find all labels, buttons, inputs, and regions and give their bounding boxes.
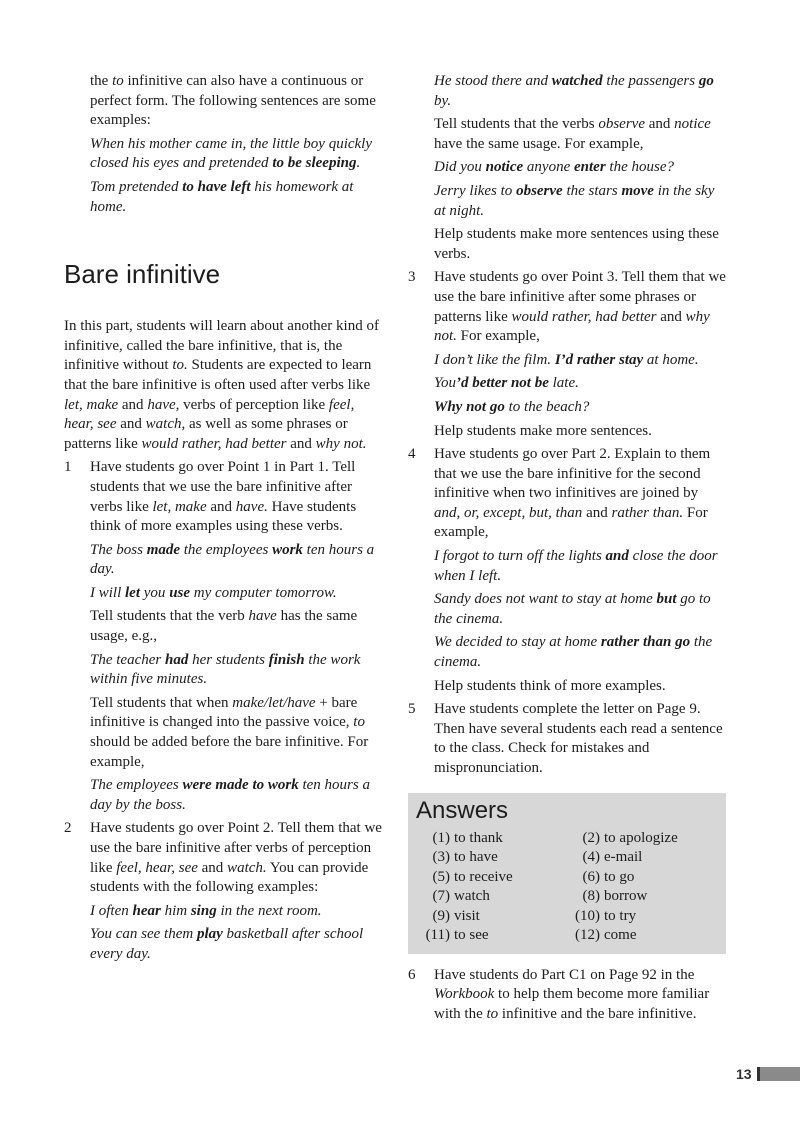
text-run: the passengers [602, 73, 699, 89]
text-run: Tell students that when [90, 694, 233, 711]
example-sentence [90, 135, 384, 174]
answer-item [416, 887, 566, 907]
answer-number: (10) [575, 907, 600, 924]
text-run: We decided to stay at home [434, 634, 601, 651]
text-run: Have students complete the letter on Page 9. Then have several students each read a sentence to the class. Check for mistakes and mispronunciation. [434, 701, 723, 776]
example-sentence [90, 178, 384, 217]
text-run: to be sleeping [272, 155, 357, 172]
text-run: the cinema. [434, 634, 713, 671]
text-run: You can see them [90, 926, 197, 943]
text-run: the employees [180, 541, 273, 558]
example-sentence [434, 590, 726, 629]
instruction-paragraph [434, 700, 726, 778]
text-run: notice [485, 159, 524, 176]
answer-item [566, 907, 716, 927]
instruction-paragraph [434, 966, 726, 1025]
answer-text: e-mail [604, 849, 643, 866]
text-run: and [116, 416, 146, 433]
text-run: and [656, 308, 686, 325]
instruction-paragraph [434, 225, 726, 264]
example-sentence [90, 902, 384, 922]
text-run: move [621, 182, 654, 199]
answer-text: watch [454, 888, 490, 905]
text-run: For example, [456, 328, 540, 345]
text-run: and [582, 504, 612, 521]
item-number: 3 [408, 269, 416, 286]
instruction-paragraph [434, 268, 726, 346]
answer-item [416, 926, 566, 946]
text-run: Have students go over Point 1 in Part 1. Tell students that we use the bare infinitive after verbs like [90, 459, 356, 515]
numbered-item [64, 458, 384, 815]
numbered-item [64, 819, 384, 964]
example-sentence [434, 72, 726, 111]
text-run: Sandy does not want to stay at home [434, 591, 657, 608]
text-run: notice [674, 116, 711, 133]
right-column [408, 72, 726, 1028]
text-run: and [645, 116, 675, 133]
text-run: The teacher [90, 651, 165, 668]
text-run: enter [574, 159, 606, 176]
answer-text: to have [454, 849, 498, 866]
text-run: should be added before the bare infinitive. For example, [90, 734, 369, 770]
text-run: Help students make more sentences. [434, 422, 652, 439]
example-sentence [434, 547, 726, 586]
example-sentence [434, 182, 726, 221]
text-run: ten hours a day. [90, 541, 375, 578]
text-run: sing [190, 902, 217, 919]
text-run: would rather, had better [511, 308, 657, 325]
instruction-paragraph [434, 115, 726, 154]
text-run: go [698, 73, 714, 89]
text-run: Tell students that the verbs [434, 116, 599, 133]
text-run: the work within five minutes. [90, 651, 361, 688]
page-number-bar [760, 1067, 800, 1081]
text-run: feel, hear, see [64, 396, 355, 433]
example-sentence [434, 633, 726, 672]
text-run: Help students make more sentences using these verbs. [434, 226, 719, 262]
answer-number: (11) [425, 927, 450, 944]
text-run: play [196, 926, 223, 943]
text-run: Jerry likes to [434, 182, 517, 199]
text-run: you [140, 584, 170, 601]
text-run: hear [132, 902, 161, 919]
text-run: When his mother came in, the little boy quickly closed his eyes and pretended [90, 135, 373, 172]
text-run: Tell students that the verb [90, 608, 249, 625]
text-run: Help students think of more examples. [434, 677, 666, 694]
numbered-item [408, 966, 726, 1025]
text-run: has the same usage, e.g., [90, 608, 358, 645]
text-run: You can provide students with the following examples: [90, 859, 369, 896]
instruction-paragraph [90, 607, 384, 646]
example-sentence [90, 541, 384, 580]
text-run: infinitive can also have a continuous or perfect form. The following sentences are some examples: [90, 73, 376, 129]
text-run: In this part, students will learn about another kind of infinitive, called the bare infinitive, that is, the infinitive without [64, 318, 379, 374]
text-run: by. [434, 92, 452, 109]
answer-number: (2) [582, 829, 600, 846]
numbered-item [408, 445, 726, 696]
text-run: have, [147, 396, 180, 413]
text-run: The boss [90, 541, 147, 558]
text-run: I will [90, 584, 126, 601]
right-items [408, 268, 726, 778]
example-sentence [434, 374, 726, 394]
text-run: verbs of perception like [179, 396, 329, 413]
item-number: 2 [64, 820, 72, 837]
text-run: her students [188, 651, 269, 668]
instruction-paragraph [434, 445, 726, 543]
numbered-item [408, 268, 726, 441]
answer-text: to go [604, 868, 635, 885]
text-run: observe [516, 182, 563, 199]
text-run: to. [172, 357, 188, 374]
answer-text: to apologize [604, 829, 678, 846]
text-run: rather than go [600, 634, 691, 651]
text-run: Have students go over Part 2. Explain to them that we use the bare infinitive for the second infinitive when two infinitives are joined by [434, 446, 711, 502]
text-run: let, make [64, 396, 119, 413]
instruction-paragraph [90, 694, 384, 772]
text-run: infinitive and the bare infinitive. [498, 1005, 697, 1022]
text-run: ten hours a day by the boss. [90, 777, 370, 813]
text-run: him [160, 902, 191, 919]
item-number: 4 [408, 446, 416, 463]
example-sentence [90, 776, 384, 815]
answer-item [416, 848, 566, 868]
answer-item [416, 829, 566, 849]
text-run: the house? [605, 159, 674, 176]
text-run: and [206, 498, 236, 515]
text-run: the [90, 73, 113, 89]
answer-number: (9) [432, 907, 450, 924]
text-run: You [434, 375, 456, 392]
text-run: late. [548, 375, 579, 392]
answer-text: visit [454, 907, 480, 924]
answer-text: come [604, 927, 637, 944]
text-run: to [112, 73, 124, 89]
answer-item [566, 848, 716, 868]
example-sentence [434, 351, 726, 371]
answer-text: to see [454, 927, 489, 944]
text-run: in the next room. [216, 902, 322, 919]
text-run: He stood there and [434, 73, 552, 89]
text-run: to help them become more familiar with the [434, 986, 710, 1022]
text-run: let, make [152, 498, 207, 515]
text-run: in the sky at night. [434, 182, 715, 219]
instruction-paragraph [90, 458, 384, 536]
text-run: Did you [434, 159, 486, 176]
intro-continued [64, 72, 384, 217]
answer-text: to thank [454, 829, 503, 846]
intro-paragraph [90, 72, 384, 131]
text-run: had [164, 651, 189, 668]
text-run: The employees [90, 777, 183, 794]
text-run: Have students go over Point 3. Tell them that we use the bare infinitive after some phrases or patterns like [434, 269, 726, 325]
text-run: why not. [434, 308, 710, 345]
text-run: Have students think of more examples using these verbs. [90, 498, 357, 535]
example-sentence [434, 158, 726, 178]
text-run: Have students do Part C1 on Page 92 in the [434, 966, 695, 983]
section-intro [64, 317, 384, 454]
text-run: Have students go over Point 2. Tell them that we use the bare infinitive after verbs of perception like [90, 820, 382, 876]
answer-text: to receive [454, 868, 513, 885]
text-run: were made to work [182, 777, 299, 794]
text-run: as well as some phrases or patterns like [64, 416, 348, 452]
item-number: 5 [408, 701, 416, 718]
text-run: let [125, 584, 141, 601]
text-run: observe [598, 116, 645, 133]
text-run: I forgot to turn off the lights [434, 548, 606, 565]
text-run: to [486, 1005, 499, 1022]
example-sentence [90, 584, 384, 604]
answer-item [566, 887, 716, 907]
text-run: . [356, 155, 361, 172]
answer-item [416, 907, 566, 927]
text-run: use [169, 584, 191, 601]
instruction-paragraph [90, 819, 384, 897]
answer-number: (4) [582, 849, 600, 866]
text-run: finish [268, 651, 305, 668]
answer-number: (8) [582, 888, 600, 905]
text-run: feel, hear, see [116, 859, 198, 876]
text-run: Workbook [434, 986, 495, 1003]
text-run: I often [90, 902, 133, 919]
answer-text: to try [604, 907, 637, 924]
answer-number: (12) [575, 927, 600, 944]
text-run: have. [235, 498, 268, 515]
final-item-wrap [408, 966, 726, 1025]
text-run: go to the cinema. [434, 591, 711, 627]
text-run: to the beach? [504, 398, 590, 415]
left-items [64, 458, 384, 964]
text-run: the stars [562, 182, 622, 199]
text-run: and [286, 435, 316, 452]
text-run: made [146, 541, 181, 558]
item-number: 6 [408, 966, 416, 983]
page-number: 13 [736, 1066, 752, 1082]
text-run: to have left [182, 178, 251, 195]
left-column [64, 72, 384, 969]
answer-number: (5) [432, 868, 450, 885]
numbered-item [408, 700, 726, 778]
text-run: at home. [643, 351, 699, 368]
text-run: why not. [315, 435, 367, 452]
section-heading: Bare infinitive [64, 259, 221, 290]
text-run: anyone [523, 159, 574, 176]
text-run: I don’t like the film. [434, 351, 555, 368]
text-run: rather than. [611, 504, 684, 521]
text-run: my computer tomorrow. [190, 584, 337, 601]
answer-number: (6) [582, 868, 600, 885]
text-run: work [272, 541, 303, 558]
text-run: his homework at home. [90, 178, 354, 215]
text-run: to [353, 714, 365, 731]
text-run: I’d rather stay [554, 351, 644, 368]
text-run: make/let/have [232, 694, 316, 711]
text-run: have [248, 608, 277, 625]
text-run: Tom pretended [90, 178, 183, 195]
answers-box [408, 793, 726, 954]
example-sentence [90, 651, 384, 690]
answer-text: borrow [604, 888, 648, 905]
text-run: Why not go [434, 398, 505, 415]
text-run: ’d better not be [455, 375, 549, 392]
text-run: and, or, except, but, than [434, 504, 583, 521]
example-sentence [434, 398, 726, 418]
text-run: watched [551, 73, 603, 89]
text-run: watch. [227, 859, 267, 876]
text-run: For example, [434, 504, 708, 541]
text-run: would rather, had better [141, 435, 287, 452]
answer-item [566, 829, 716, 849]
text-run: Students are expected to learn that the bare infinitive is often used after verbs like [64, 357, 372, 393]
text-run: and [197, 859, 228, 876]
answer-item [566, 926, 716, 946]
text-run: have the same usage. For example, [434, 135, 644, 152]
instruction-paragraph [434, 422, 726, 442]
answers-grid [416, 829, 718, 946]
text-run: + bare infinitive is changed into the passive voice, [90, 694, 358, 731]
answer-item [566, 868, 716, 888]
text-run: and [118, 396, 148, 413]
text-run: close the door when I left. [434, 548, 718, 584]
text-run: basketball after school every day. [90, 926, 364, 962]
instruction-paragraph [434, 677, 726, 697]
answer-item [416, 868, 566, 888]
example-sentence [90, 925, 384, 964]
answer-number: (1) [432, 829, 450, 846]
item-number: 1 [64, 459, 72, 476]
answer-number: (3) [432, 849, 450, 866]
answer-number: (7) [432, 888, 450, 905]
answers-title: Answers [416, 796, 509, 824]
text-run: but [656, 591, 677, 608]
right-continued [408, 72, 726, 264]
text-run: and [605, 548, 629, 565]
text-run: watch, [145, 416, 186, 433]
